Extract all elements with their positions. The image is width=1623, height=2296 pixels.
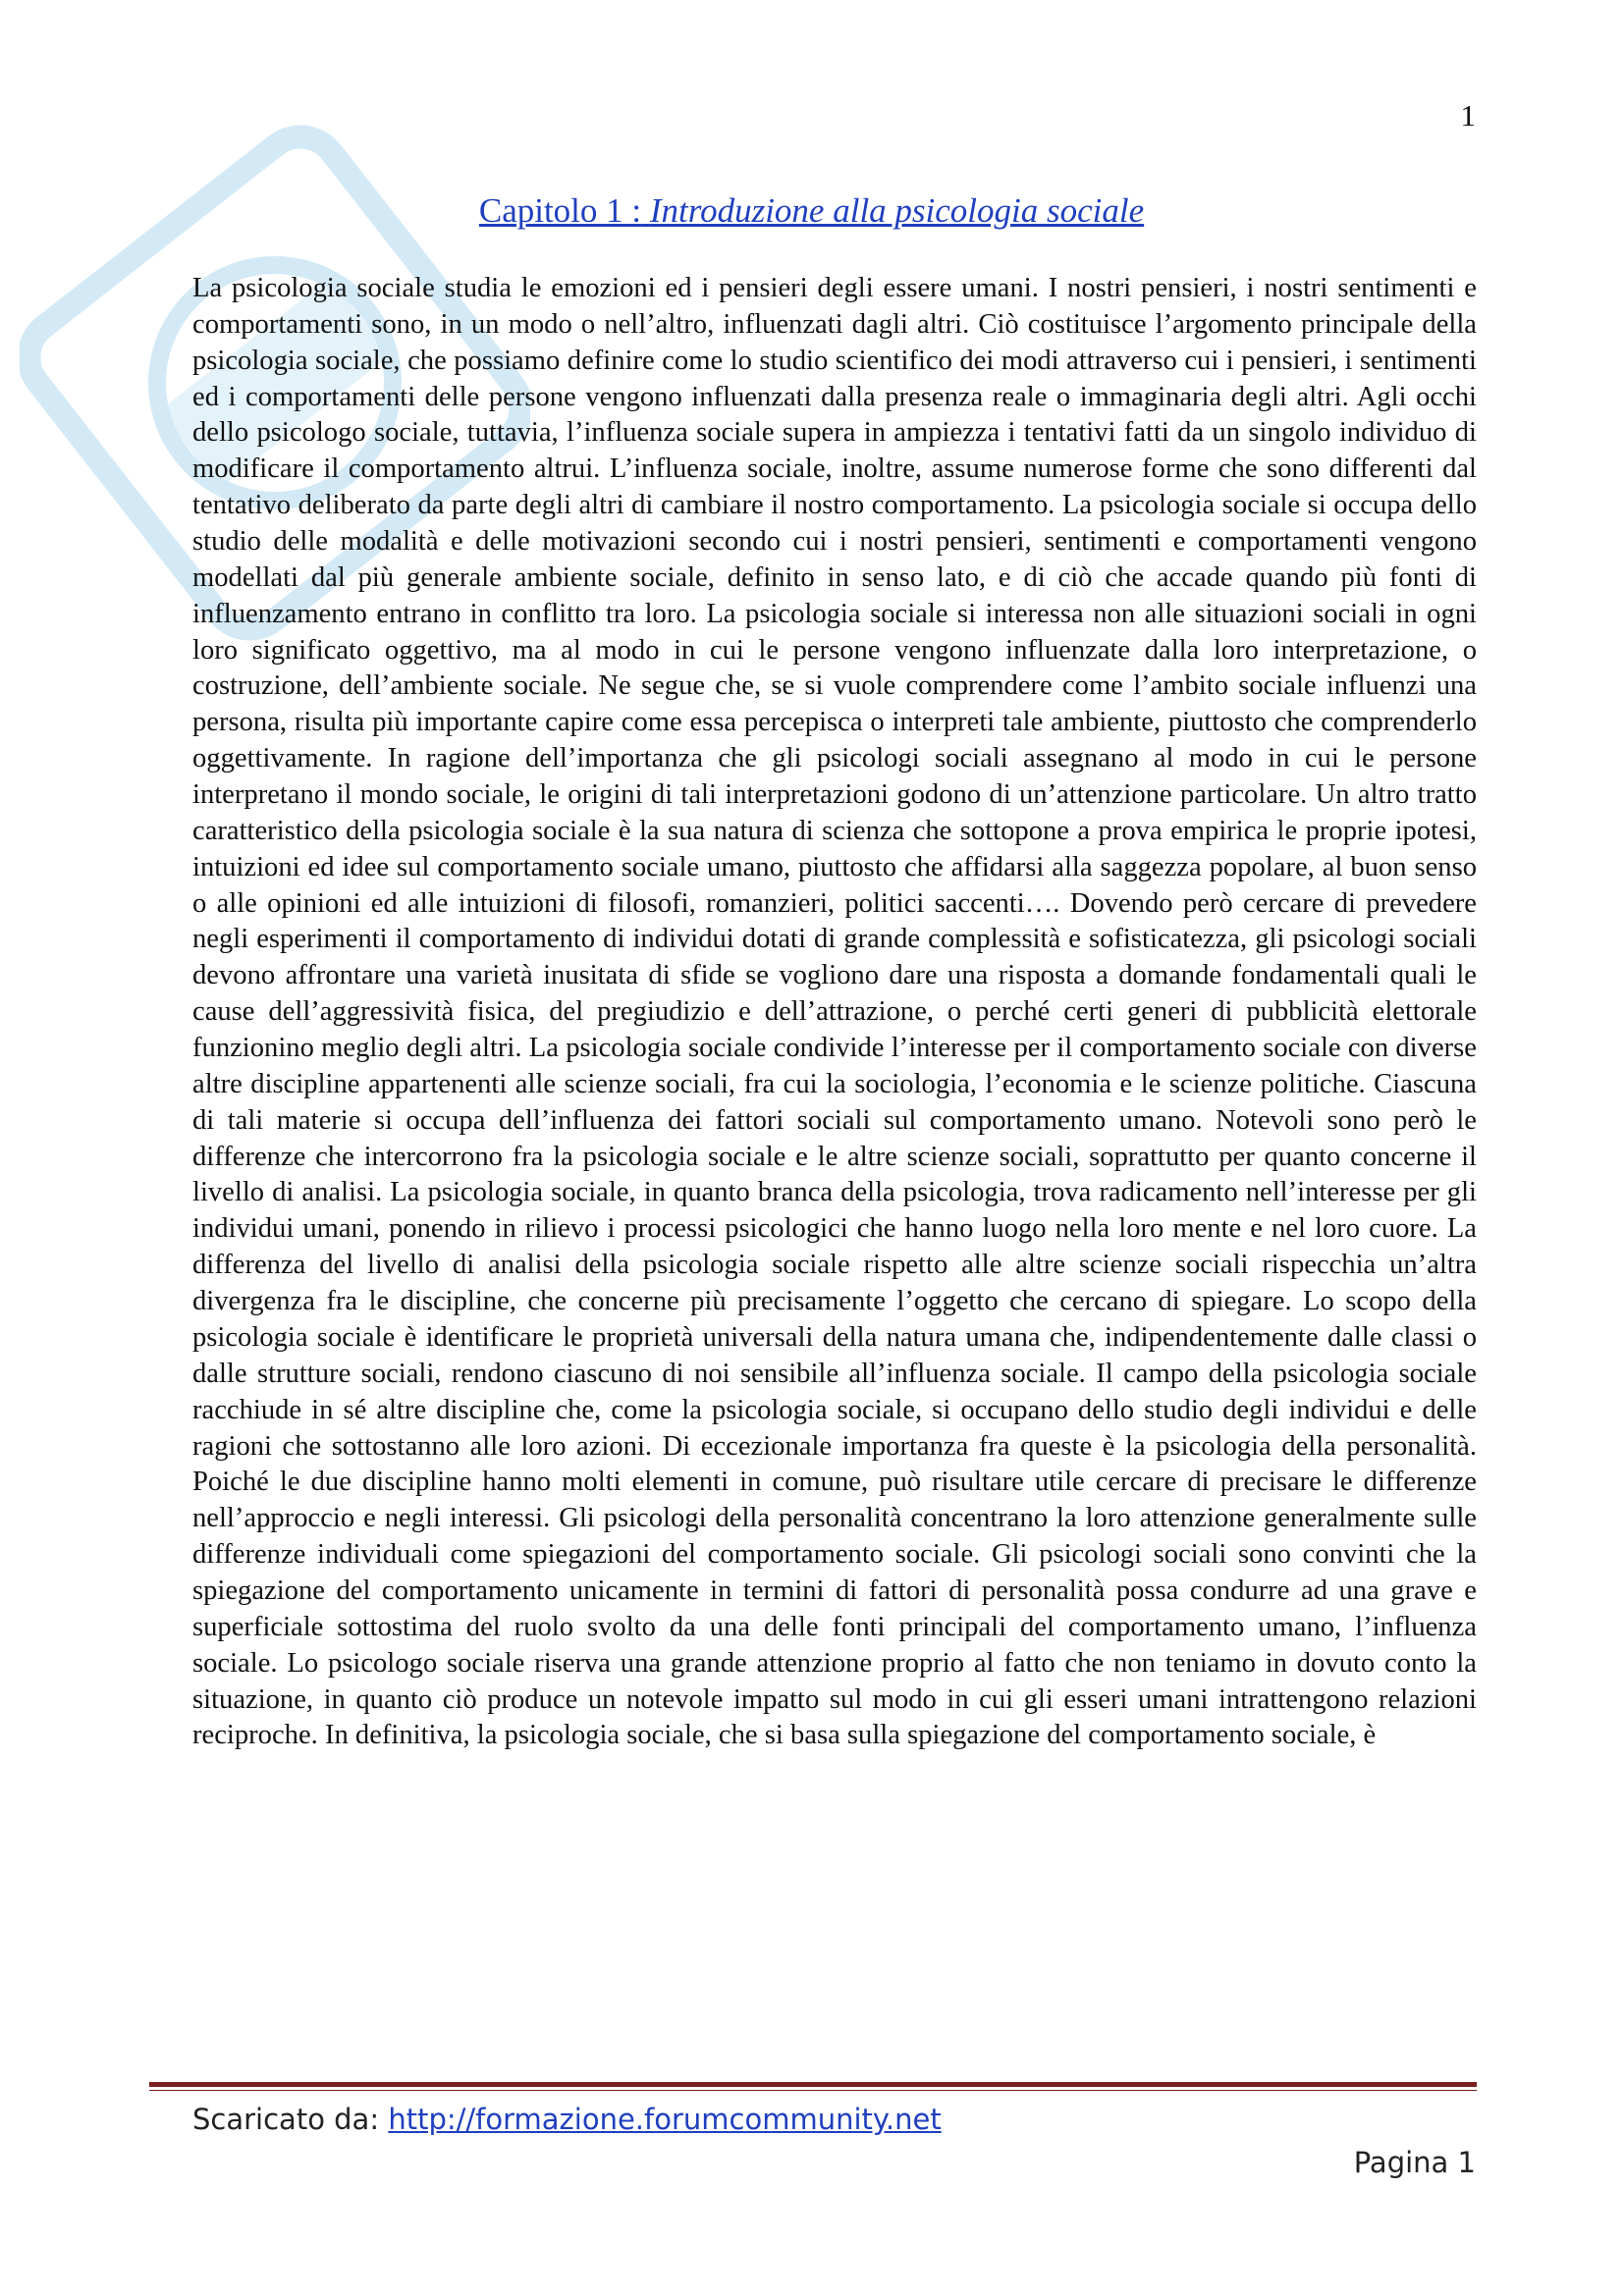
footer-page-number: Pagina 1 — [1353, 2146, 1476, 2179]
page-number-top: 1 — [1460, 98, 1476, 133]
body-paragraph: La psicologia sociale studia le emozioni ed i pensieri degli essere umani. I nostri pensieri, i nostri sentimenti e comportamenti sono, in un modo o nell’altro, influenzati dagli altri. Ciò costituisce l’argomento principale della psicologia sociale, che possiamo definire come lo studio scientifico dei modi attraverso cui i pensieri, i sentimenti ed i comportamenti delle persone vengono influenzati dalla presenza reale o immaginaria degli altri. Agli occhi dello psicologo sociale, tuttavia, l’influenza sociale supera in ampiezza i tentativi fatti da un singolo individuo di modificare il comportamento altrui. L’influenza sociale, inoltre, assume numerose forme che sono differenti dal tentativo deliberato da parte degli altri di cambiare il nostro comportamento. La psicologia sociale si occupa dello studio delle modalità e delle motivazioni secondo cui i nostri pensieri, sentimenti e comportamenti vengono modellati dal più generale ambiente sociale, definito in senso lato, e di ciò che accade quando più fonti di influenzamento entrano in conflitto tra loro. La psicologia sociale si interessa non alle situazioni sociali in ogni loro significato oggettivo, ma al modo in cui le persone vengono influenzate dalla loro interpretazione, o costruzione, dell’ambiente sociale. Ne segue che, se si vuole comprendere come l’ambito sociale influenzi una persona, risulta più importante capire come essa percepisca o interpreti tale ambiente, piuttosto che comprenderlo oggettivamente. In ragione dell’importanza che gli psicologi sociali assegnano al modo in cui le persone interpretano il mondo sociale, le origini di tali interpretazioni godono di un’attenzione particolare. Un altro tratto caratteristico della psicologia sociale è la sua natura di scienza che sottopone a prova empirica le proprie ipotesi, intuizioni ed idee sul comportamento sociale umano, piuttosto che affidarsi alla saggezza popolare, al buon senso o alle opinioni ed alle intuizioni di filosofi, romanzieri, politici saccenti…. Dovendo però cercare di prevedere negli esperimenti il comportamento di individui dotati di grande complessità e sofisticatezza, gli psicologi sociali devono affrontare una varietà inusitata di sfide se vogliono dare una risposta a domande fondamentali quali le cause dell’aggressività fisica, del pregiudizio e dell’attrazione, o perché certi generi di pubblicità elettorale funzionino meglio degli altri. La psicologia sociale condivide l’interesse per il comportamento sociale con diverse altre discipline appartenenti alle scienze sociali, fra cui la sociologia, l’economia e le scienze politiche. Ciascuna di tali materie si occupa dell’influenza dei fattori sociali sul comportamento umano. Notevoli sono però le differenze che intercorrono fra la psicologia sociale e le altre scienze sociali, soprattutto per quanto concerne il livello di analisi. La psicologia sociale, in quanto branca della psicologia, trova radicamento nell’interesse per gli individui umani, ponendo in rilievo i processi psicologici che hanno luogo nella loro mente e nel loro cuore. La differenza del livello di analisi della psicologia sociale rispetto alle altre scienze sociali rispecchia un’altra divergenza fra le discipline, che concerne più precisamente l’oggetto che cercano di spiegare. Lo scopo della psicologia sociale è identificare le proprietà universali della natura umana che, indipendentemente dalle classi o dalle strutture sociali, rendono ciascuno di noi sensibile all’influenza sociale. Il campo della psicologia sociale racchiude in sé altre discipline che, come la psicologia sociale, si occupano dello studio degli individui e delle ragioni che sottostanno alle loro azioni. Di eccezionale importanza fra queste è la psicologia della personalità. Poiché le due discipline hanno molti elementi in comune, può risultare utile cercare di precisare le differenze nell’approccio e negli interessi. Gli psicologi della personalità concentrano la loro attenzione generalmente sulle differenze individuali come spiegazioni del comportamento sociale. Gli psicologi sociali sono convinti che la spiegazione del comportamento unicamente in termini di fattori di personalità possa condurre ad una grave e superficiale sottostima del ruolo svolto da una delle fonti principali del comportamento umano, l’influenza sociale. Lo psicologo sociale riserva una grande attenzione proprio al fatto che non teniamo in dovuto conto la situazione, in quanto ciò produce un notevole impatto sul modo in cui gli esseri umani intrattengono relazioni reciproche. In definitiva, la psicologia sociale, che si basa sulla spiegazione del comportamento sociale, è — [192, 273, 1477, 1751]
footer-source-label: Scaricato da: — [192, 2103, 380, 2136]
footer-divider-thin — [149, 2090, 1477, 2091]
footer-source-link[interactable]: http://formazione.forumcommunity.net — [388, 2103, 942, 2136]
chapter-title[interactable] — [0, 191, 1623, 231]
footer-divider — [149, 2082, 1477, 2087]
chapter-title-text: Introduzione alla psicologia sociale — [649, 191, 1145, 230]
footer-source — [192, 2103, 942, 2136]
chapter-label: Capitolo 1 : — [478, 191, 642, 230]
